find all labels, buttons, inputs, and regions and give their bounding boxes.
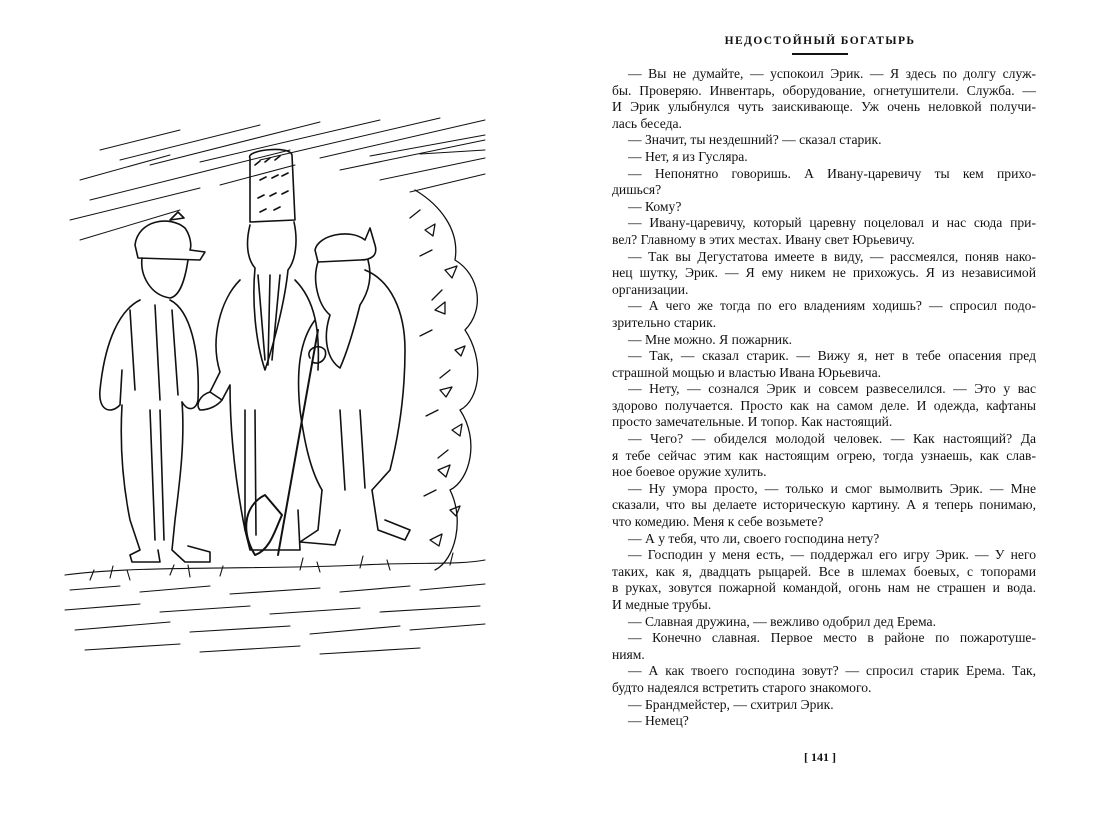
text-line: — Кому?	[628, 198, 682, 214]
text-line: вел? Главному в этих местах. Ивану свет Юрьевичу.	[612, 231, 915, 247]
text-line: — Так вы Дегустатова имеете в виду, — рассмеялся, поняв нако-	[628, 248, 1036, 264]
text-line: лась беседа.	[612, 115, 682, 131]
text-line: — Мне можно. Я пожарник.	[628, 331, 793, 347]
text-line: сказали, что вы делаете историческую картину. А я теперь понимаю,	[612, 497, 1036, 513]
text-line: — Значит, ты нездешний? — сказал старик.	[628, 132, 882, 148]
running-head: НЕДОСТОЙНЫЙ БОГАТЫРЬ	[724, 35, 916, 47]
page-number: [ 141 ]	[804, 750, 836, 764]
text-line: — Ну умора просто, — только и смог вымолвить Эрик. — Мне	[628, 480, 1036, 496]
text-line: организации.	[612, 281, 689, 297]
text-line: зрительно старик.	[612, 314, 717, 330]
head-divider	[792, 53, 848, 55]
text-line: я тебе сейчас этим как настоящим огрею, тогда узнаешь, как слав-	[612, 447, 1036, 463]
text-line: И Эрик улыбнулся чуть заискивающе. Уж очень неловкой получи-	[612, 99, 1036, 115]
text-line: — Чего? — обиделся молодой человек. — Как настоящий? Да	[628, 431, 1036, 447]
text-line: — Непонятно говоришь. А Ивану-царевичу ты кем прихо-	[628, 165, 1036, 181]
text-line: — Так, — сказал старик. — Вижу я, нет в тебе опасения пред	[628, 348, 1036, 364]
text-line: бы. Проверяю. Инвентарь, оборудование, огнетушители. Служба. —	[612, 82, 1036, 98]
text-line: просто замечательные. И топор. Как настоящий.	[612, 414, 893, 430]
text-line: страшной мощью и властью Ивана Юрьевича.	[612, 364, 882, 380]
text-line: дишься?	[612, 182, 662, 198]
text-line: — А как твоего господина зовут? — спросил старик Ерема. Так,	[628, 663, 1036, 679]
text-line: — А у тебя, что ли, своего господина нету?	[628, 530, 880, 546]
text-line: в руках, зовутся пожарной командой, огонь нам не страшен и вода.	[612, 580, 1036, 596]
text-line: — А чего же тогда по его владениям ходишь? — спросил подо-	[628, 298, 1036, 314]
text-line: — Брандмейстер, — схитрил Эрик.	[628, 696, 834, 712]
text-line: нец шутку, Эрик. — Я ему никем не прихожусь. Я из независимой	[612, 265, 1036, 281]
text-line: — Славная дружина, — вежливо одобрил дед Ерема.	[628, 613, 936, 629]
text-line: будто надеялся встретить старого знакомого.	[612, 679, 872, 695]
text-line: таких, как я, двадцать рыцарей. Все в шлемах боевых, с топорами	[612, 563, 1036, 579]
text-line: что комедию. Меня к себе возьмете?	[612, 514, 824, 530]
text-line: ное боевое оружие хулить.	[612, 464, 767, 480]
text-line: — Вы не думайте, — успокоил Эрик. — Я здесь по долгу служ-	[628, 66, 1036, 81]
text-line: — Нет, я из Гусляра.	[628, 148, 748, 164]
text-column	[612, 66, 1036, 730]
text-line: ниям.	[612, 646, 645, 662]
text-line: — Нету, — сознался Эрик и совсем развеселился. — Это у вас	[628, 381, 1036, 397]
text-line: И медные трубы.	[612, 597, 712, 612]
illustration	[60, 110, 490, 675]
text-line: — Конечно славная. Первое место в районе по пожаротуше-	[628, 630, 1036, 646]
text-line: — Господин у меня есть, — поддержал его игру Эрик. — У него	[628, 547, 1036, 563]
text-line: — Ивану-царевичу, который царевну поцеловал и нас сюда при-	[628, 215, 1036, 231]
ink-illustration-icon	[60, 110, 490, 675]
text-line: — Немец?	[628, 713, 689, 729]
text-line: здорово получается. Просто как на самом деле. И одежда, кафтаны	[612, 397, 1036, 413]
